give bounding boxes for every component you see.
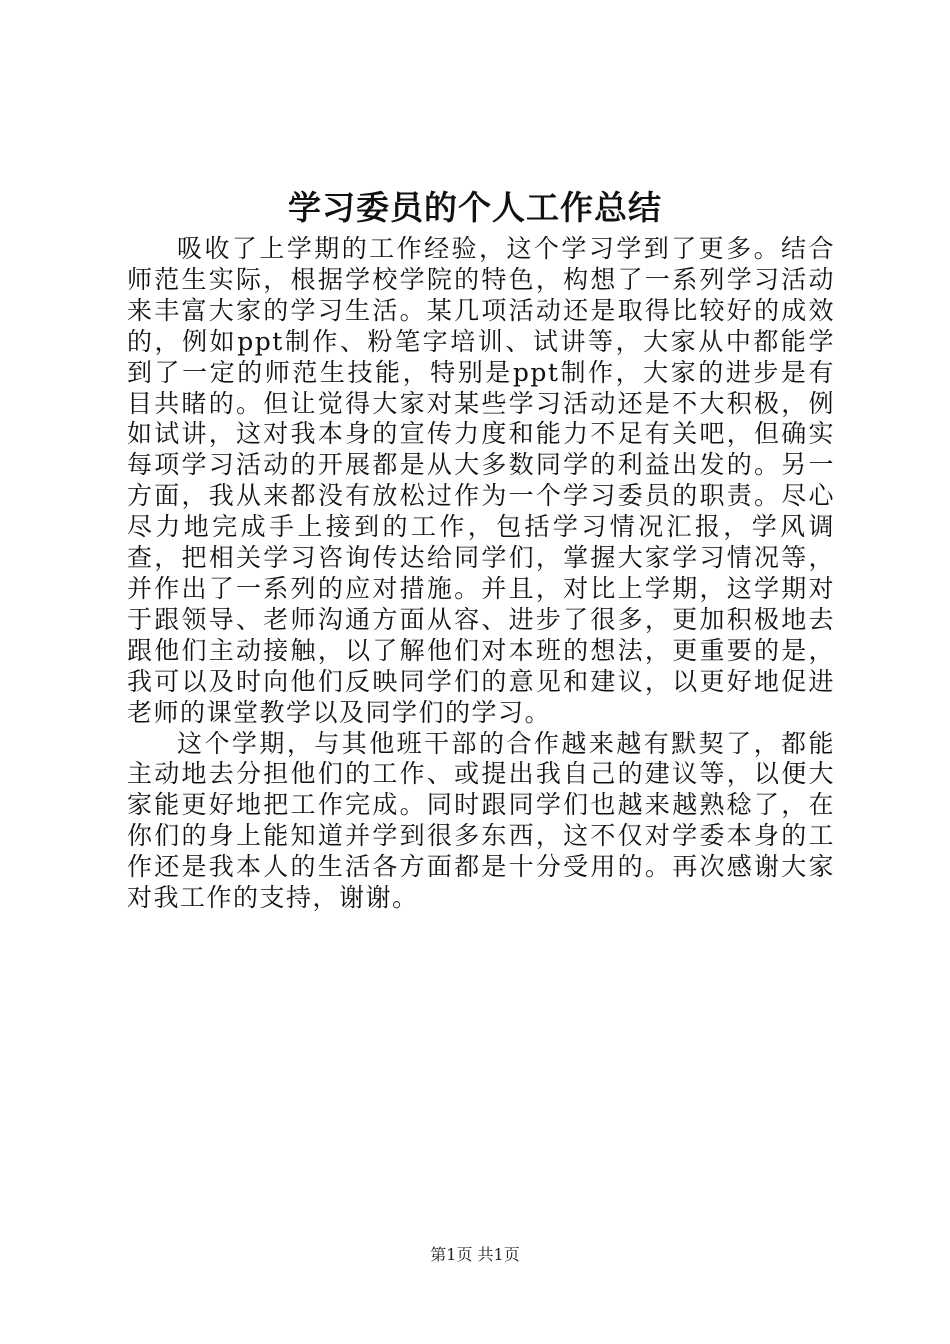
paragraph-1: 吸收了上学期的工作经验，这个学习学到了更多。结合师范生实际，根据学校学院的特色，构想了一系列学习活动来丰富大家的学习生活。某几项活动还是取得比较好的成效的，例如ppt制作、粉笔字培训、试讲等，大家从中都能学到了一定的师范生技能，特别是ppt制作，大家的进步是有目共睹的。但让觉得大家对某些学习活动还是不大积极，例如试讲，这对我本身的宣传力度和能力不足有关吧，但确实每项学习活动的开展都是从大多数同学的利益出发的。另一方面，我从来都没有放松过作为一个学习委员的职责。尽心尽力地完成手上接到的工作，包括学习情况汇报，学风调查，把相关学习咨询传达给同学们，掌握大家学习情况等，并作出了一系列的应对措施。并且，对比上学期，这学期对于跟领导、老师沟通方面从容、进步了很多，更加积极地去跟他们主动接触，以了解他们对本班的想法，更重要的是，我可以及时向他们反映同学们的意见和建议，以更好地促进老师的课堂教学以及同学们的学习。 [127,234,835,727]
page-footer: 第1页 共1页 [430,1245,520,1264]
document-body [127,234,835,914]
document-title: 学习委员的个人工作总结 [288,188,662,227]
paragraph-2: 这个学期，与其他班干部的合作越来越有默契了，都能主动地去分担他们的工作、或提出我自己的建议等，以便大家能更好地把工作完成。同时跟同学们也越来越熟稔了，在你们的身上能知道并学到很多东西，这不仅对学委本身的工作还是我本人的生活各方面都是十分受用的。再次感谢大家对我工作的支持，谢谢。 [127,728,835,913]
